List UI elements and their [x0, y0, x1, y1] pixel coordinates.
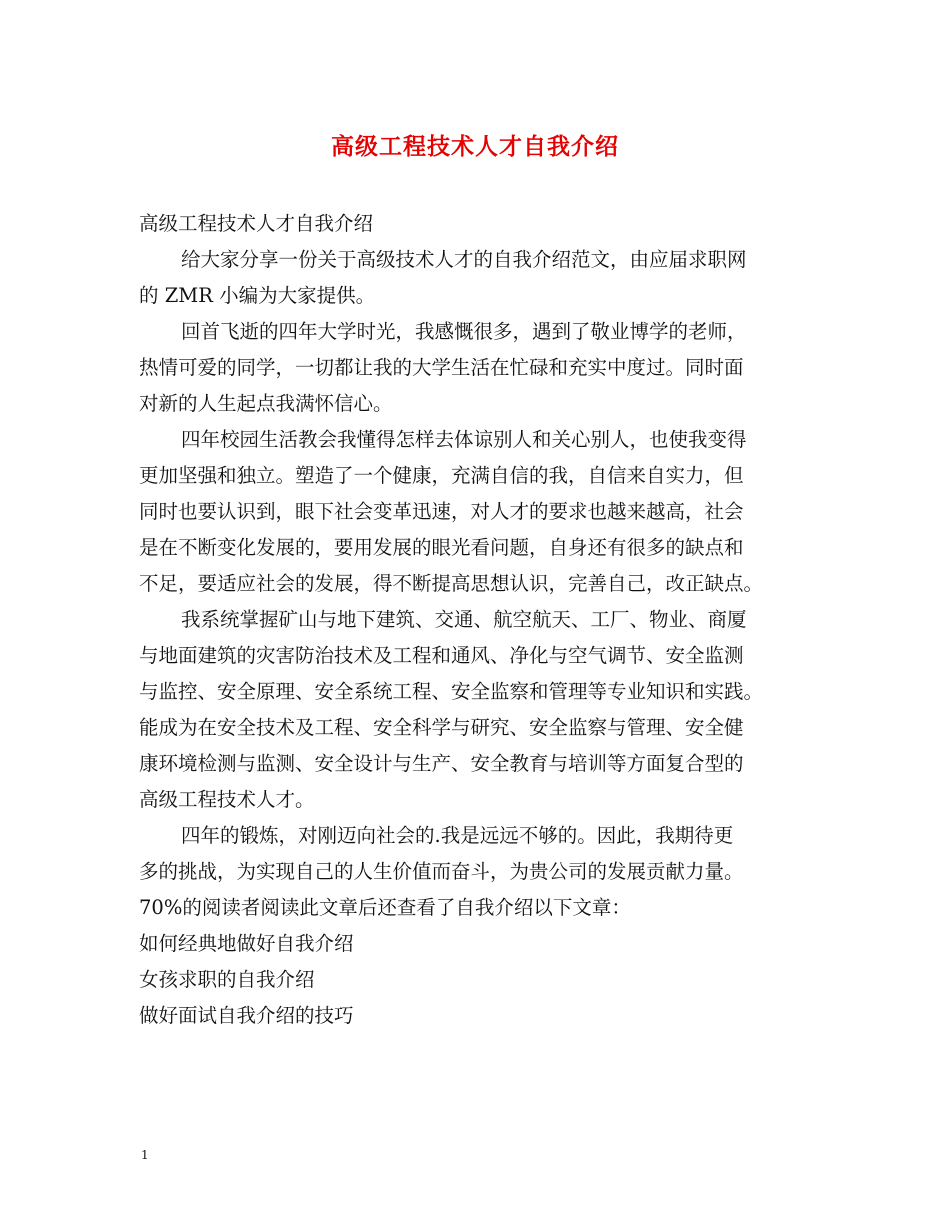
related-article-link[interactable]: 女孩求职的自我介绍: [139, 968, 315, 991]
paragraph-line: 热情可爱的同学，一切都让我的大学生活在忙碌和充实中度过。同时面: [139, 356, 744, 379]
paragraph-line: 康环境检测与监测、安全设计与生产、安全教育与培训等方面复合型的: [139, 752, 744, 775]
related-articles-intro: 70%的阅读者阅读此文章后还查看了自我介绍以下文章：: [139, 896, 631, 919]
paragraph-line: 的 ZMR 小编为大家提供。: [139, 284, 376, 307]
document-body: [139, 206, 819, 1034]
paragraph-line: 对新的人生起点我满怀信心。: [139, 392, 393, 415]
related-article-link[interactable]: 如何经典地做好自我介绍: [139, 932, 354, 955]
paragraph-line: 四年校园生活教会我懂得怎样去体谅别人和关心别人，也使我变得: [181, 428, 747, 451]
body-heading-line: 高级工程技术人才自我介绍: [139, 212, 374, 235]
document-title: 高级工程技术人才自我介绍: [331, 133, 619, 160]
paragraph-line: 高级工程技术人才。: [139, 788, 315, 811]
paragraph-line: 与监控、安全原理、安全系统工程、安全监察和管理等专业知识和实践。: [139, 680, 764, 703]
paragraph-line: 四年的锻炼，对刚迈向社会的.我是远远不够的。因此，我期待更: [181, 824, 734, 847]
paragraph-line: 同时也要认识到，眼下社会变革迅速，对人才的要求也越来越高，社会: [139, 500, 744, 523]
paragraph-line: 回首飞逝的四年大学时光，我感慨很多，遇到了敬业博学的老师，: [181, 320, 747, 343]
page-number: 1: [141, 1148, 149, 1162]
paragraph-line: 给大家分享一份关于高级技术人才的自我介绍范文，由应届求职网: [181, 248, 747, 271]
paragraph-line: 更加坚强和独立。塑造了一个健康，充满自信的我，自信来自实力，但: [139, 464, 744, 487]
related-article-link[interactable]: 做好面试自我介绍的技巧: [139, 1004, 354, 1027]
paragraph-line: 多的挑战，为实现自己的人生价值而奋斗，为贵公司的发展贡献力量。: [139, 860, 744, 883]
paragraph-line: 能成为在安全技术及工程、安全科学与研究、安全监察与管理、安全健: [139, 716, 744, 739]
paragraph-line: 与地面建筑的灾害防治技术及工程和通风、净化与空气调节、安全监测: [139, 644, 744, 667]
paragraph-line: 是在不断变化发展的，要用发展的眼光看问题，自身还有很多的缺点和: [139, 536, 744, 559]
paragraph-line: 不足，要适应社会的发展，得不断提高思想认识，完善自己，改正缺点。: [139, 572, 764, 595]
paragraph-line: 我系统掌握矿山与地下建筑、交通、航空航天、工厂、物业、商厦: [181, 608, 747, 631]
